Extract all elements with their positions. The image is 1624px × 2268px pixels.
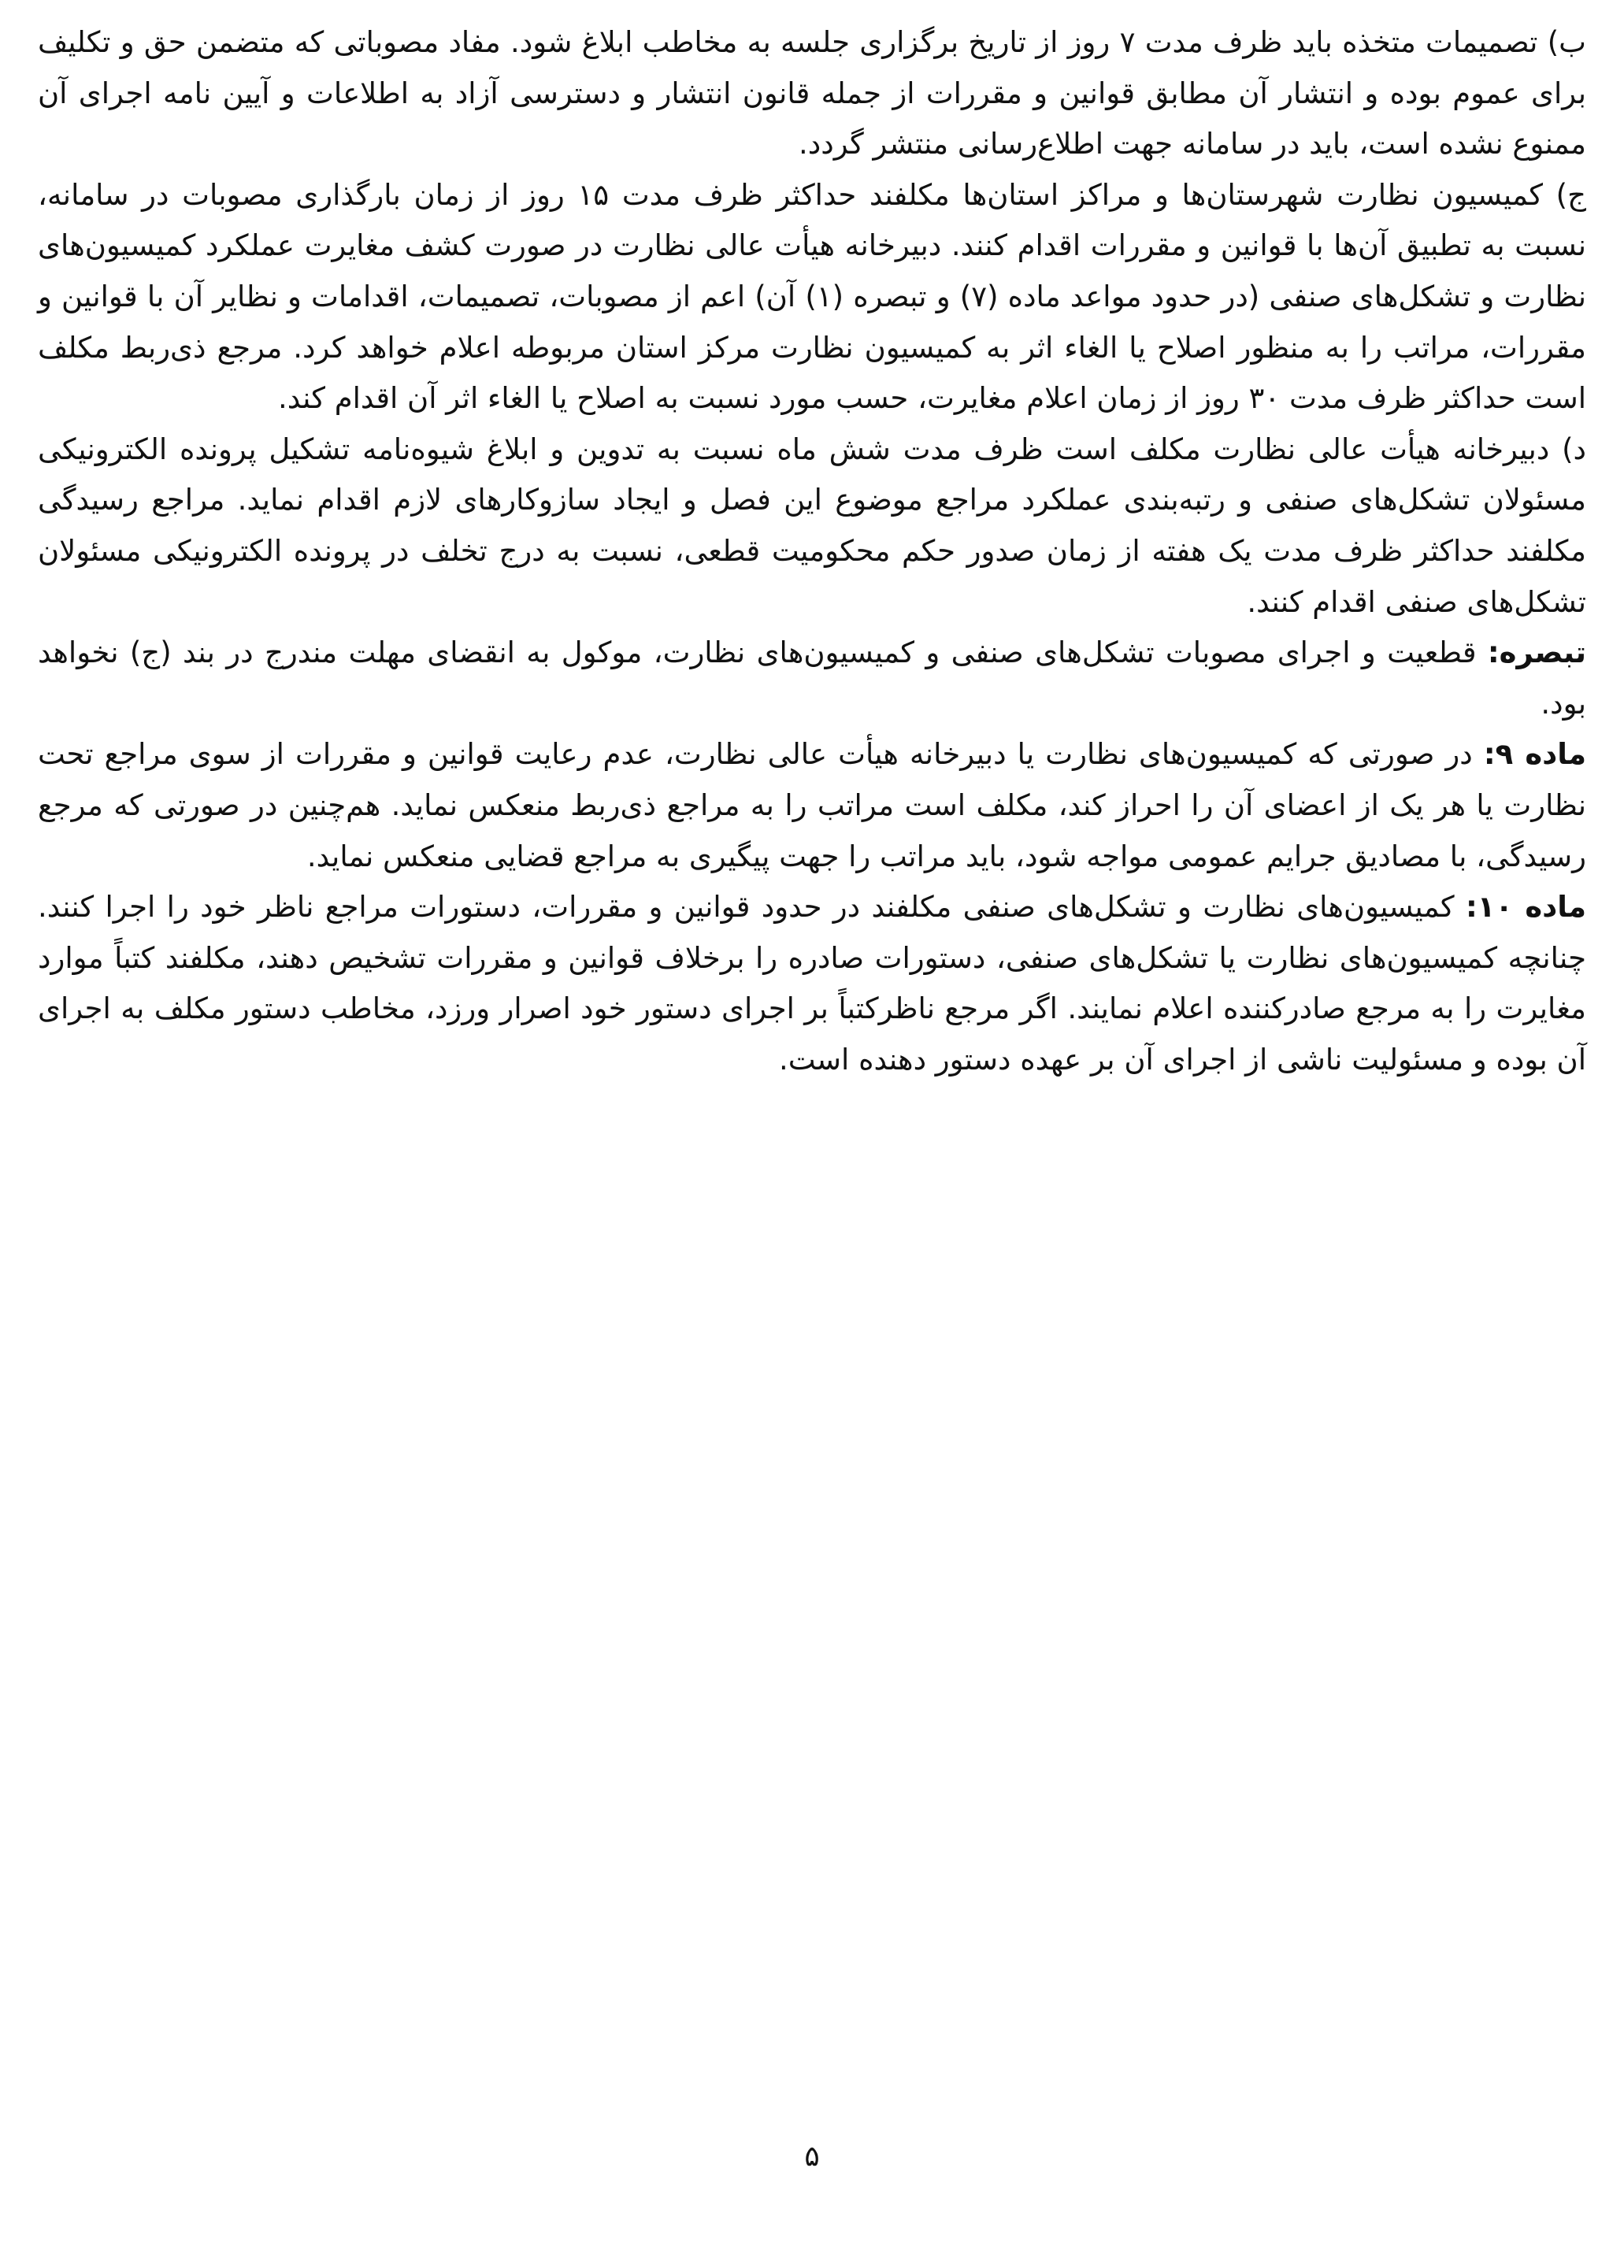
paragraph-b	[38, 17, 1586, 170]
paragraph-d	[38, 424, 1586, 628]
article-9-text: در صورتی که کمیسیون‌های نظارت یا دبیرخانه هیأت عالی نظارت، عدم رعایت قوانین و مقررات از سوی مراجع تحت نظارت یا هر یک از اعضای آن را احراز کند، مکلف است مراتب را به مراجع ذی‌ربط منعکس نماید. هم‌چنین در صورتی که مرجع رسیدگی، با مصادیق جرایم عمومی مواجه شود، باید مراتب را جهت پیگیری به مراجع قضایی منعکس نماید.	[38, 737, 1586, 873]
article-9-label: ماده ۹:	[1483, 737, 1587, 772]
article-10-text: کمیسیون‌های نظارت و تشکل‌های صنفی مکلفند در حدود قوانین و مقررات، دستورات مراجع ناظر خود را اجرا کنند. چنانچه کمیسیون‌های نظارت یا تشکل‌های صنفی، دستورات صادره را برخلاف قوانین و مقررات تشخیص دهند، مکلفند کتباً موارد مغایرت را به مرجع صادرکننده اعلام نمایند. اگر مرجع ناظرکتباً بر اجرای دستور خود اصرار ورزد، مخاطب دستور مکلف به اجرای آن بوده و مسئولیت ناشی از اجرای آن بر عهده دستور دهنده است.	[38, 890, 1586, 1077]
article-10-paragraph	[38, 882, 1586, 1085]
paragraph-b-text: ب) تصمیمات متخذه باید ظرف مدت ۷ روز از تاریخ برگزاری جلسه به مخاطب ابلاغ شود. مفاد مصوباتی که متضمن حق و تکلیف برای عموم بوده و انتشار آن مطابق قوانین و مقررات از جمله قانون انتشار و دسترسی آزاد به اطلاعات و آیین نامه اجرای آن ممنوع نشده است، باید در سامانه جهت اطلاع‌رسانی منتشر گردد.	[38, 25, 1586, 161]
note-text: قطعیت و اجرای مصوبات تشکل‌های صنفی و کمیسیون‌های نظارت، موکول به انقضای مهلت مندرج در بند (ج) نخواهد بود.	[38, 636, 1586, 721]
paragraph-j-text: ج) کمیسیون نظارت شهرستان‌ها و مراکز استان‌ها مکلفند حداکثر ظرف مدت ۱۵ روز از زمان بارگذاری مصوبات در سامانه، نسبت به تطبیق آن‌ها با قوانین و مقررات اقدام کنند. دبیرخانه هیأت عالی نظارت در صورت کشف مغایرت عملکرد کمیسیون‌های نظارت و تشکل‌های صنفی (در حدود مواعد ماده (۷) و تبصره (۱) آن) اعم از مصوبات، تصمیمات، اقدامات و نظایر آن با قوانین و مقررات، مراتب را به منظور اصلاح یا الغاء اثر به کمیسیون نظارت مرکز استان مربوطه اعلام خواهد کرد. مرجع ذی‌ربط مکلف است حداکثر ظرف مدت ۳۰ روز از زمان اعلام مغایرت، حسب مورد نسبت به اصلاح یا الغاء اثر آن اقدام کند.	[38, 177, 1587, 416]
paragraph-j	[38, 170, 1586, 424]
article-9-paragraph	[38, 729, 1586, 882]
note-label: تبصره:	[1487, 636, 1586, 670]
document-page	[38, 17, 1586, 1085]
article-10-label: ماده ۱۰:	[1465, 890, 1587, 925]
note-paragraph	[38, 628, 1586, 729]
paragraph-d-text: د) دبیرخانه هیأت عالی نظارت مکلف است ظرف مدت شش ماه نسبت به تدوین و ابلاغ شیوه‌نامه تشکیل پرونده الکترونیکی مسئولان تشکل‌های صنفی و رتبه‌بندی عملکرد مراجع موضوع این فصل و ایجاد سازوکارهای لازم اقدام نماید. مراجع رسیدگی مکلفند حداکثر ظرف مدت یک هفته از زمان صدور حکم محکومیت قطعی، نسبت به درج تخلف در پرونده الکترونیکی مسئولان تشکل‌های صنفی اقدام کنند.	[38, 432, 1586, 619]
page-number: ۵	[804, 2140, 820, 2173]
